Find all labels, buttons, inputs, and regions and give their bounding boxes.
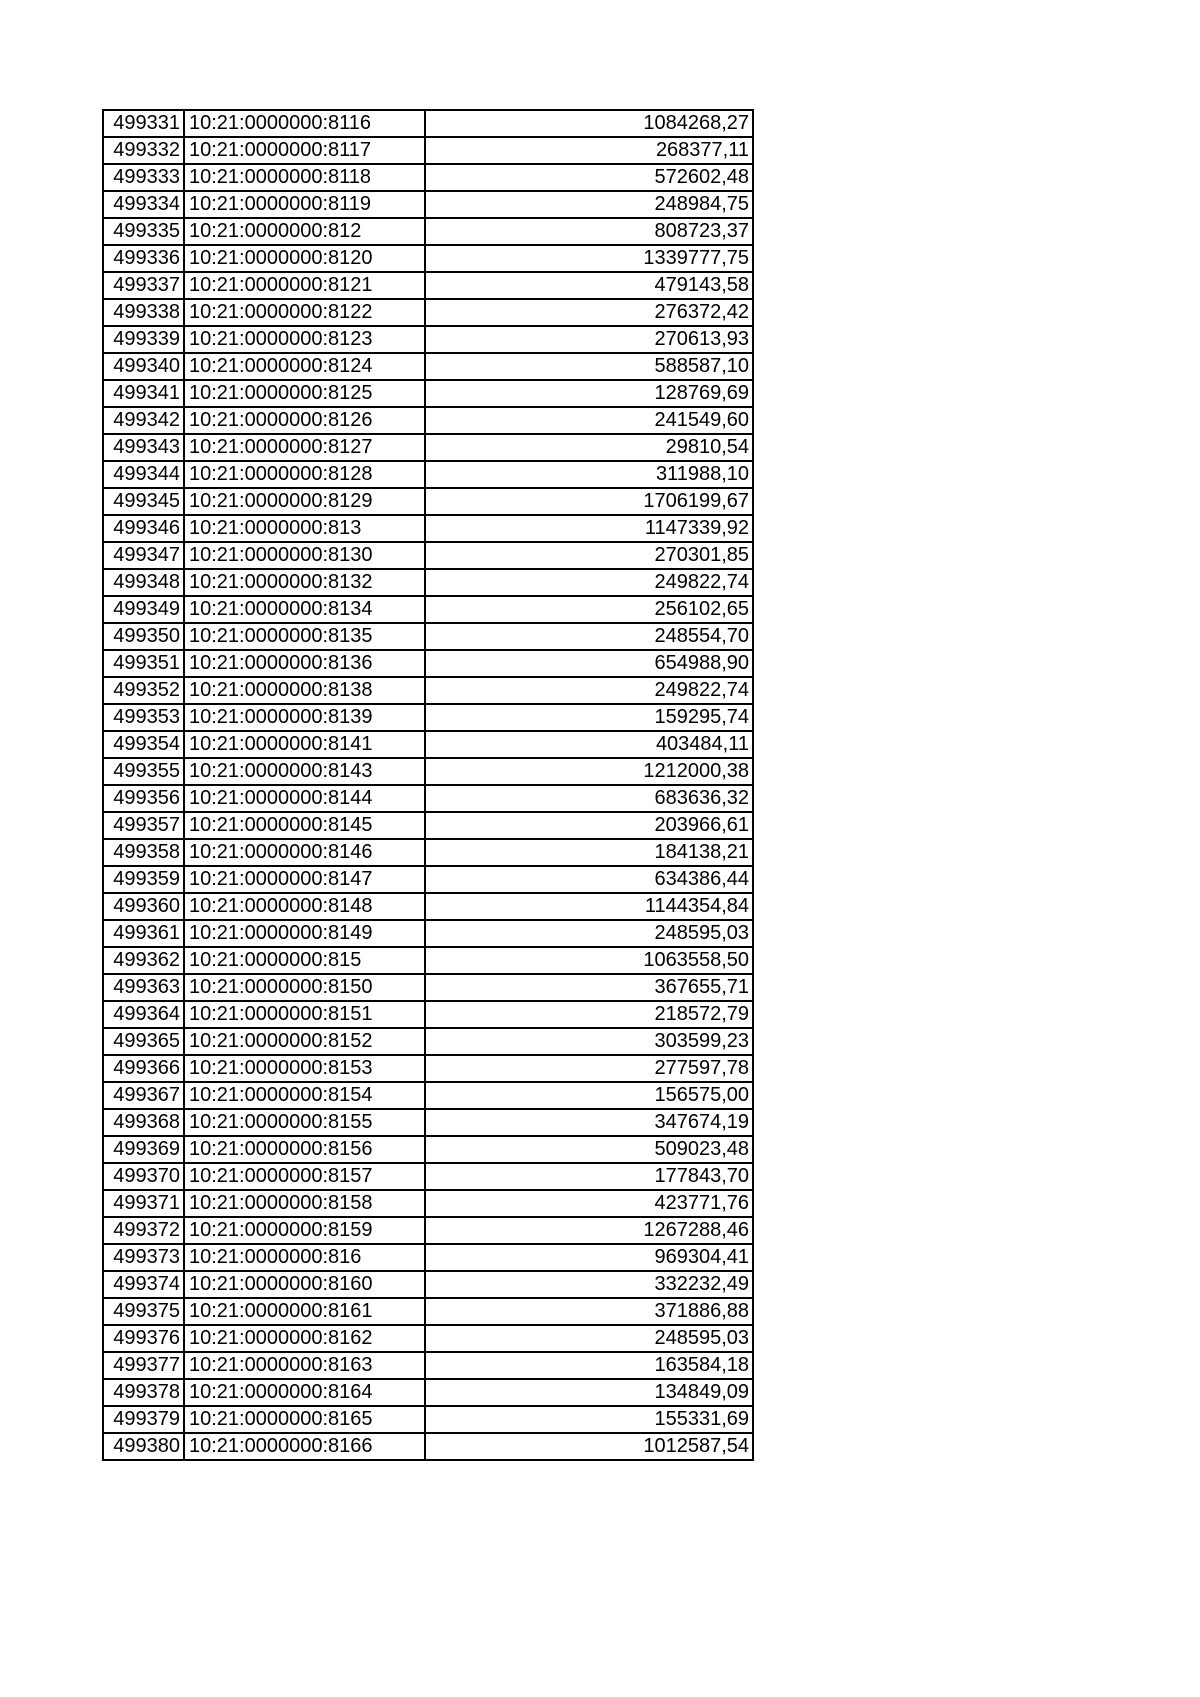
table-row — [103, 191, 753, 218]
cadastral-number-cell: 10:21:0000000:8158 — [184, 1190, 425, 1217]
cadastral-number-cell: 10:21:0000000:8119 — [184, 191, 425, 218]
value-cell: 371886,88 — [425, 1298, 753, 1325]
cadastral-number-cell: 10:21:0000000:8130 — [184, 542, 425, 569]
row-id-cell: 499363 — [103, 974, 184, 1001]
row-id-cell: 499379 — [103, 1406, 184, 1433]
value-cell: 347674,19 — [425, 1109, 753, 1136]
value-cell: 270301,85 — [425, 542, 753, 569]
cadastral-number-cell: 10:21:0000000:8122 — [184, 299, 425, 326]
table-row — [103, 731, 753, 758]
table-row — [103, 1190, 753, 1217]
cadastral-number-cell: 10:21:0000000:8146 — [184, 839, 425, 866]
row-id-cell: 499375 — [103, 1298, 184, 1325]
table-row — [103, 1298, 753, 1325]
row-id-cell: 499351 — [103, 650, 184, 677]
table-row — [103, 1055, 753, 1082]
value-cell: 303599,23 — [425, 1028, 753, 1055]
value-cell: 479143,58 — [425, 272, 753, 299]
row-id-cell: 499365 — [103, 1028, 184, 1055]
cadastral-number-cell: 10:21:0000000:8166 — [184, 1433, 425, 1460]
row-id-cell: 499360 — [103, 893, 184, 920]
row-id-cell: 499342 — [103, 407, 184, 434]
value-cell: 969304,41 — [425, 1244, 753, 1271]
row-id-cell: 499362 — [103, 947, 184, 974]
table-row — [103, 434, 753, 461]
table-row — [103, 515, 753, 542]
table-row — [103, 677, 753, 704]
cadastral-number-cell: 10:21:0000000:8157 — [184, 1163, 425, 1190]
value-cell: 155331,69 — [425, 1406, 753, 1433]
row-id-cell: 499380 — [103, 1433, 184, 1460]
cadastral-number-cell: 10:21:0000000:8121 — [184, 272, 425, 299]
value-cell: 1267288,46 — [425, 1217, 753, 1244]
value-cell: 1339777,75 — [425, 245, 753, 272]
table-row — [103, 1109, 753, 1136]
row-id-cell: 499335 — [103, 218, 184, 245]
value-cell: 177843,70 — [425, 1163, 753, 1190]
table-row — [103, 1136, 753, 1163]
cadastral-number-cell: 10:21:0000000:815 — [184, 947, 425, 974]
cadastral-number-cell: 10:21:0000000:8120 — [184, 245, 425, 272]
value-cell: 588587,10 — [425, 353, 753, 380]
cadastral-number-cell: 10:21:0000000:8144 — [184, 785, 425, 812]
row-id-cell: 499350 — [103, 623, 184, 650]
row-id-cell: 499349 — [103, 596, 184, 623]
table-row — [103, 1082, 753, 1109]
row-id-cell: 499355 — [103, 758, 184, 785]
row-id-cell: 499337 — [103, 272, 184, 299]
cadastral-number-cell: 10:21:0000000:8126 — [184, 407, 425, 434]
table-row — [103, 1217, 753, 1244]
table-row — [103, 1028, 753, 1055]
value-cell: 683636,32 — [425, 785, 753, 812]
table-row — [103, 812, 753, 839]
table-row — [103, 758, 753, 785]
cadastral-number-cell: 10:21:0000000:8138 — [184, 677, 425, 704]
row-id-cell: 499364 — [103, 1001, 184, 1028]
cadastral-number-cell: 10:21:0000000:8134 — [184, 596, 425, 623]
row-id-cell: 499338 — [103, 299, 184, 326]
row-id-cell: 499377 — [103, 1352, 184, 1379]
table-row — [103, 245, 753, 272]
cadastral-number-cell: 10:21:0000000:8118 — [184, 164, 425, 191]
row-id-cell: 499344 — [103, 461, 184, 488]
data-table — [102, 109, 754, 1461]
row-id-cell: 499357 — [103, 812, 184, 839]
value-cell: 332232,49 — [425, 1271, 753, 1298]
value-cell: 1144354,84 — [425, 893, 753, 920]
row-id-cell: 499345 — [103, 488, 184, 515]
row-id-cell: 499354 — [103, 731, 184, 758]
table-row — [103, 785, 753, 812]
row-id-cell: 499370 — [103, 1163, 184, 1190]
cadastral-number-cell: 10:21:0000000:812 — [184, 218, 425, 245]
row-id-cell: 499376 — [103, 1325, 184, 1352]
cadastral-number-cell: 10:21:0000000:8124 — [184, 353, 425, 380]
row-id-cell: 499374 — [103, 1271, 184, 1298]
table-row — [103, 947, 753, 974]
value-cell: 367655,71 — [425, 974, 753, 1001]
row-id-cell: 499339 — [103, 326, 184, 353]
value-cell: 572602,48 — [425, 164, 753, 191]
table-row — [103, 1379, 753, 1406]
cadastral-number-cell: 10:21:0000000:8127 — [184, 434, 425, 461]
value-cell: 1084268,27 — [425, 110, 753, 137]
value-cell: 248554,70 — [425, 623, 753, 650]
value-cell: 159295,74 — [425, 704, 753, 731]
row-id-cell: 499359 — [103, 866, 184, 893]
value-cell: 134849,09 — [425, 1379, 753, 1406]
cadastral-number-cell: 10:21:0000000:8156 — [184, 1136, 425, 1163]
value-cell: 403484,11 — [425, 731, 753, 758]
row-id-cell: 499369 — [103, 1136, 184, 1163]
table-row — [103, 893, 753, 920]
row-id-cell: 499361 — [103, 920, 184, 947]
value-cell: 256102,65 — [425, 596, 753, 623]
value-cell: 268377,11 — [425, 137, 753, 164]
table-row — [103, 218, 753, 245]
table-row — [103, 1433, 753, 1460]
value-cell: 248984,75 — [425, 191, 753, 218]
cadastral-number-cell: 10:21:0000000:8154 — [184, 1082, 425, 1109]
cadastral-number-cell: 10:21:0000000:8161 — [184, 1298, 425, 1325]
table-row — [103, 1244, 753, 1271]
table-row — [103, 920, 753, 947]
value-cell: 277597,78 — [425, 1055, 753, 1082]
cadastral-number-cell: 10:21:0000000:8149 — [184, 920, 425, 947]
value-cell: 1706199,67 — [425, 488, 753, 515]
value-cell: 156575,00 — [425, 1082, 753, 1109]
table-row — [103, 1271, 753, 1298]
cadastral-number-cell: 10:21:0000000:8163 — [184, 1352, 425, 1379]
value-cell: 128769,69 — [425, 380, 753, 407]
cadastral-number-cell: 10:21:0000000:8123 — [184, 326, 425, 353]
row-id-cell: 499334 — [103, 191, 184, 218]
cadastral-number-cell: 10:21:0000000:8143 — [184, 758, 425, 785]
row-id-cell: 499352 — [103, 677, 184, 704]
row-id-cell: 499346 — [103, 515, 184, 542]
row-id-cell: 499353 — [103, 704, 184, 731]
cadastral-number-cell: 10:21:0000000:8132 — [184, 569, 425, 596]
cadastral-number-cell: 10:21:0000000:8125 — [184, 380, 425, 407]
cadastral-number-cell: 10:21:0000000:8129 — [184, 488, 425, 515]
value-cell: 1063558,50 — [425, 947, 753, 974]
row-id-cell: 499347 — [103, 542, 184, 569]
row-id-cell: 499371 — [103, 1190, 184, 1217]
value-cell: 203966,61 — [425, 812, 753, 839]
value-cell: 654988,90 — [425, 650, 753, 677]
table-row — [103, 353, 753, 380]
value-cell: 1012587,54 — [425, 1433, 753, 1460]
table-row — [103, 569, 753, 596]
table-row — [103, 488, 753, 515]
table-row — [103, 164, 753, 191]
cadastral-number-cell: 10:21:0000000:8136 — [184, 650, 425, 677]
row-id-cell: 499331 — [103, 110, 184, 137]
cadastral-number-cell: 10:21:0000000:8139 — [184, 704, 425, 731]
row-id-cell: 499332 — [103, 137, 184, 164]
table-row — [103, 299, 753, 326]
cadastral-number-cell: 10:21:0000000:813 — [184, 515, 425, 542]
table-row — [103, 380, 753, 407]
value-cell: 248595,03 — [425, 920, 753, 947]
table-row — [103, 1325, 753, 1352]
cadastral-number-cell: 10:21:0000000:8141 — [184, 731, 425, 758]
table-row — [103, 596, 753, 623]
cadastral-number-cell: 10:21:0000000:8152 — [184, 1028, 425, 1055]
cadastral-number-cell: 10:21:0000000:8162 — [184, 1325, 425, 1352]
table-row — [103, 407, 753, 434]
cadastral-number-cell: 10:21:0000000:8155 — [184, 1109, 425, 1136]
value-cell: 1147339,92 — [425, 515, 753, 542]
table-row — [103, 704, 753, 731]
cadastral-number-cell: 10:21:0000000:8147 — [184, 866, 425, 893]
value-cell: 276372,42 — [425, 299, 753, 326]
table-row — [103, 110, 753, 137]
value-cell: 248595,03 — [425, 1325, 753, 1352]
row-id-cell: 499373 — [103, 1244, 184, 1271]
value-cell: 270613,93 — [425, 326, 753, 353]
value-cell: 634386,44 — [425, 866, 753, 893]
table-row — [103, 650, 753, 677]
table-row — [103, 137, 753, 164]
row-id-cell: 499343 — [103, 434, 184, 461]
table-row — [103, 1352, 753, 1379]
cadastral-number-cell: 10:21:0000000:8151 — [184, 1001, 425, 1028]
value-cell: 311988,10 — [425, 461, 753, 488]
value-cell: 423771,76 — [425, 1190, 753, 1217]
cadastral-number-cell: 10:21:0000000:8117 — [184, 137, 425, 164]
row-id-cell: 499341 — [103, 380, 184, 407]
table-row — [103, 623, 753, 650]
cadastral-number-cell: 10:21:0000000:8135 — [184, 623, 425, 650]
cadastral-number-cell: 10:21:0000000:8150 — [184, 974, 425, 1001]
table-row — [103, 839, 753, 866]
cadastral-number-cell: 10:21:0000000:8153 — [184, 1055, 425, 1082]
cadastral-number-cell: 10:21:0000000:8165 — [184, 1406, 425, 1433]
value-cell: 808723,37 — [425, 218, 753, 245]
cadastral-number-cell: 10:21:0000000:8159 — [184, 1217, 425, 1244]
value-cell: 184138,21 — [425, 839, 753, 866]
cadastral-number-cell: 10:21:0000000:8145 — [184, 812, 425, 839]
value-cell: 163584,18 — [425, 1352, 753, 1379]
cadastral-number-cell: 10:21:0000000:816 — [184, 1244, 425, 1271]
table-body — [103, 110, 753, 1460]
row-id-cell: 499368 — [103, 1109, 184, 1136]
value-cell: 249822,74 — [425, 677, 753, 704]
cadastral-number-cell: 10:21:0000000:8148 — [184, 893, 425, 920]
row-id-cell: 499356 — [103, 785, 184, 812]
table-row — [103, 974, 753, 1001]
row-id-cell: 499333 — [103, 164, 184, 191]
row-id-cell: 499372 — [103, 1217, 184, 1244]
table-row — [103, 1406, 753, 1433]
table-row — [103, 542, 753, 569]
table-row — [103, 1001, 753, 1028]
table-row — [103, 272, 753, 299]
row-id-cell: 499340 — [103, 353, 184, 380]
table-row — [103, 866, 753, 893]
cadastral-number-cell: 10:21:0000000:8164 — [184, 1379, 425, 1406]
row-id-cell: 499367 — [103, 1082, 184, 1109]
row-id-cell: 499348 — [103, 569, 184, 596]
cadastral-number-cell: 10:21:0000000:8128 — [184, 461, 425, 488]
cadastral-number-cell: 10:21:0000000:8116 — [184, 110, 425, 137]
cadastral-number-cell: 10:21:0000000:8160 — [184, 1271, 425, 1298]
value-cell: 249822,74 — [425, 569, 753, 596]
table-row — [103, 326, 753, 353]
row-id-cell: 499366 — [103, 1055, 184, 1082]
value-cell: 241549,60 — [425, 407, 753, 434]
value-cell: 1212000,38 — [425, 758, 753, 785]
table-row — [103, 1163, 753, 1190]
row-id-cell: 499358 — [103, 839, 184, 866]
row-id-cell: 499336 — [103, 245, 184, 272]
table-row — [103, 461, 753, 488]
value-cell: 509023,48 — [425, 1136, 753, 1163]
row-id-cell: 499378 — [103, 1379, 184, 1406]
value-cell: 29810,54 — [425, 434, 753, 461]
value-cell: 218572,79 — [425, 1001, 753, 1028]
